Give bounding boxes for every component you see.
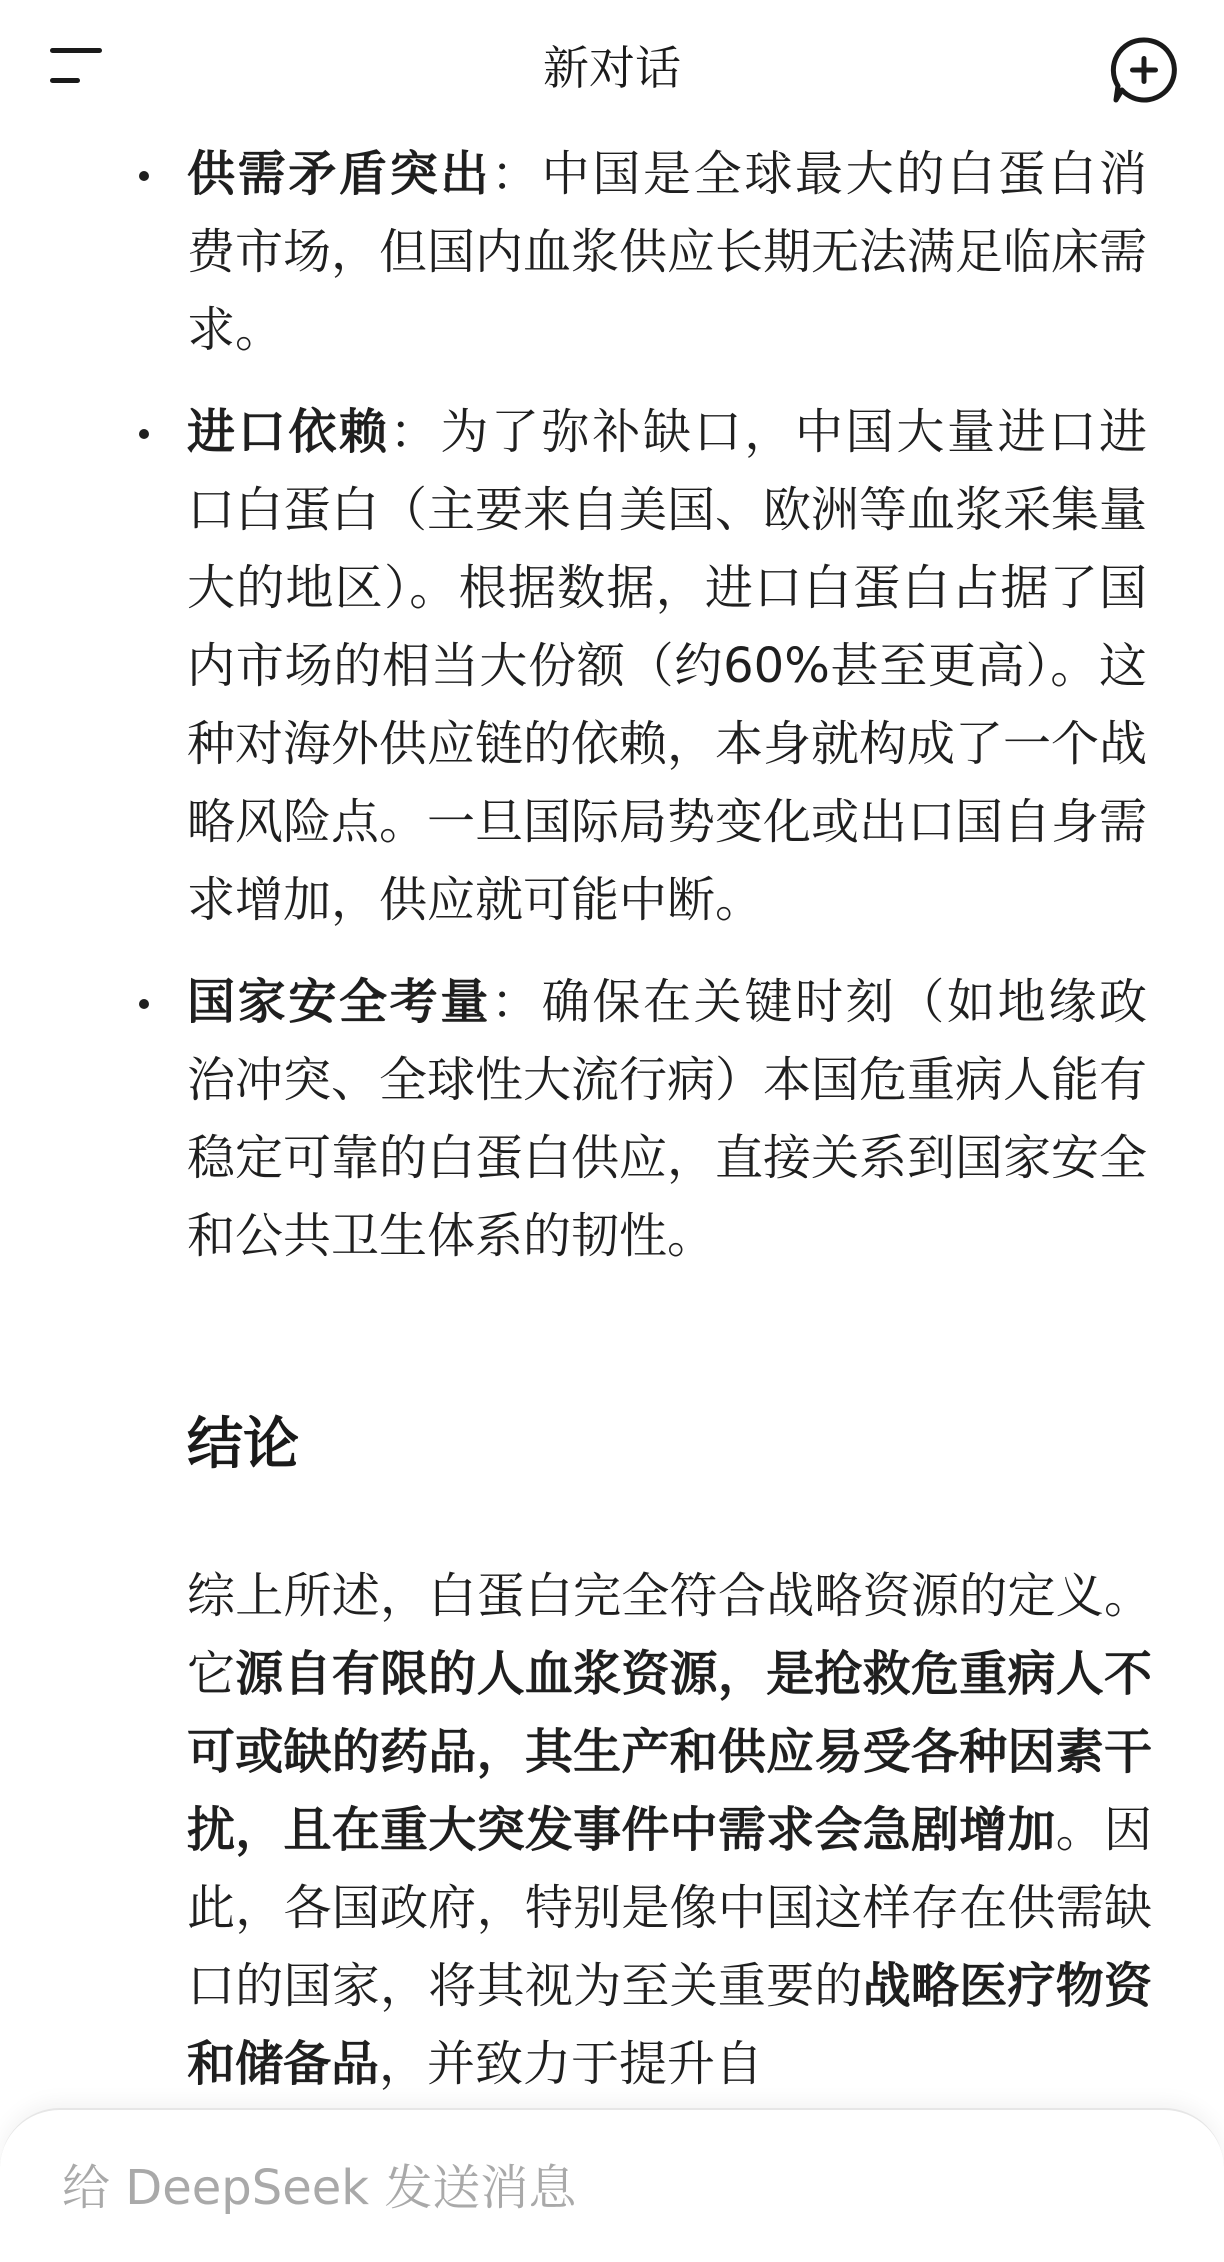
list-item xyxy=(187,135,1147,369)
list-item-body: 为了弥补缺口，中国大量进口进口白蛋白（主要来自美国、欧洲等血浆采集量大的地区）。根据数据，进口白蛋白占据了国内市场的相当大份额（约60%甚至更高）。这种对海外供应链的依赖，本身就构成了一个战略风险点。一旦国际局势变化或出口国自身需求增加，供应就可能中断。 xyxy=(187,404,1148,928)
list-item-body: 确保在关键时刻（如地缘政治冲突、全球性大流行病）本国危重病人能有稳定可靠的白蛋白供应，直接关系到国家安全和公共卫生体系的韧性。 xyxy=(187,974,1148,1264)
list-item-term: 国家安全考量 xyxy=(187,974,491,1030)
list-item-sep: ： xyxy=(389,404,441,460)
list-item-sep: ： xyxy=(491,146,542,202)
list-item-sep: ： xyxy=(491,974,542,1030)
conclusion-text: 综上所述，白蛋白完全符合战略资源的定义。它 xyxy=(187,1568,1152,1702)
list-item-text xyxy=(145,963,1147,1275)
conclusion-heading: 结论 xyxy=(187,1412,299,1477)
list-item-term: 供需矛盾突出 xyxy=(187,146,491,202)
message-input[interactable] xyxy=(60,2152,1164,2224)
top-bar xyxy=(0,0,1224,135)
list-item-text xyxy=(145,393,1147,939)
conclusion-bold-text: 源自有限的人血浆资源，是抢救危重病人不可或缺的药品，其生产和供应易受各种因素干扰，且在重大突发事件中需求会急剧增加 xyxy=(187,1646,1152,1858)
message-content xyxy=(187,135,1187,1275)
list-item-body: 中国是全球最大的白蛋白消费市场，但国内血浆供应长期无法满足临床需求。 xyxy=(187,146,1148,358)
new-chat-button[interactable] xyxy=(1108,34,1180,106)
conclusion-text: 。因此，各国政府，特别是像中国这样存在供需缺口的国家，将其视为至关重要的 xyxy=(187,1802,1152,2014)
bullet-dot xyxy=(139,429,149,439)
new-chat-plus-icon xyxy=(1108,34,1180,106)
list-item xyxy=(187,963,1147,1275)
conclusion-bold-text: 战略医疗物资和储备品 xyxy=(187,1958,1152,2092)
list-item-text xyxy=(145,135,1147,369)
list-item-term: 进口依赖 xyxy=(187,404,390,460)
bullet-dot xyxy=(139,171,149,181)
bullet-dot xyxy=(139,999,149,1009)
message-composer xyxy=(0,2108,1224,2262)
list-item xyxy=(187,393,1147,939)
bullet-list xyxy=(187,135,1187,1275)
conclusion-text: ，并致力于提升自 xyxy=(379,2036,764,2092)
page-title: 新对话 xyxy=(543,41,681,95)
conclusion-paragraph xyxy=(187,1557,1152,2103)
